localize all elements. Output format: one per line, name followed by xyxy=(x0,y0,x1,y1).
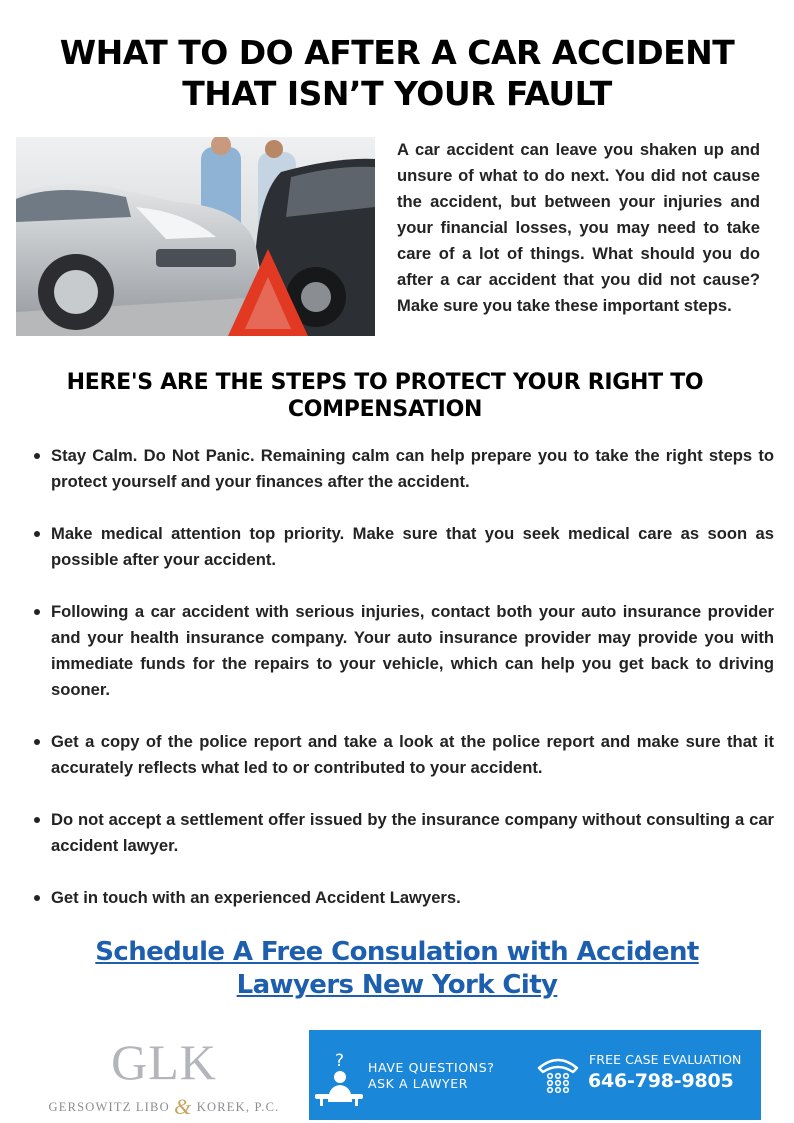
firm-logo xyxy=(34,1034,294,1119)
list-item: Get a copy of the police report and take a look at the police report and make sure that it accurately reflects what led to or contributed to your accident. xyxy=(51,729,774,781)
logo-firm-name xyxy=(34,1094,294,1120)
list-item: Following a car accident with serious injuries, contact both your auto insurance provider and your health insurance company. Your auto insurance provider may provide you with immediate funds for the repairs to your vehicle, which can help you get back to driving sooner. xyxy=(51,599,774,703)
logo-name-part2: KOREK, P.C. xyxy=(196,1100,280,1114)
list-item: Get in touch with an experienced Accident Lawyers. xyxy=(51,885,774,911)
list-item: Make medical attention top priority. Make sure that you seek medical care as soon as possible after your accident. xyxy=(51,521,774,573)
logo-ampersand: & xyxy=(174,1094,193,1119)
steps-list xyxy=(51,443,774,937)
list-item: Stay Calm. Do Not Panic. Remaining calm can help prepare you to take the right steps to protect yourself and your finances after the accident. xyxy=(51,443,774,495)
lawyer-question-icon xyxy=(313,1050,365,1106)
intro-paragraph: A car accident can leave you shaken up and unsure of what to do next. You did not cause the accident, but between your injuries and your financial losses, you may need to take care of a lot of things. What should you do after a car accident that you did not cause? Make sure you take these important steps. xyxy=(397,140,760,315)
page-title: WHAT TO DO AFTER A CAR ACCIDENT THAT ISN’T YOUR FAULT xyxy=(59,33,735,113)
contact-banner[interactable] xyxy=(309,1030,761,1120)
free-case-evaluation-label: FREE CASE EVALUATION xyxy=(589,1052,742,1067)
steps-heading: HERE'S ARE THE STEPS TO PROTECT YOUR RIGHT TO COMPENSATION xyxy=(66,370,704,422)
phone-icon xyxy=(535,1054,581,1096)
schedule-consultation-link[interactable]: Schedule A Free Consulation with Accident Lawyers New York City xyxy=(95,937,699,1000)
car-accident-photo xyxy=(16,137,375,336)
questions-line-1: HAVE QUESTIONS? xyxy=(368,1060,495,1075)
list-item: Do not accept a settlement offer issued by the insurance company without consulting a car accident lawyer. xyxy=(51,807,774,859)
questions-text xyxy=(368,1060,494,1092)
logo-monogram: GLK xyxy=(111,1034,217,1090)
questions-line-2: ASK A LAWYER xyxy=(368,1076,469,1091)
svg-text:?: ? xyxy=(335,1051,345,1071)
logo-name-part1: GERSOWITZ LIBO xyxy=(48,1100,170,1114)
phone-number[interactable]: 646-798-9805 xyxy=(588,1070,734,1092)
